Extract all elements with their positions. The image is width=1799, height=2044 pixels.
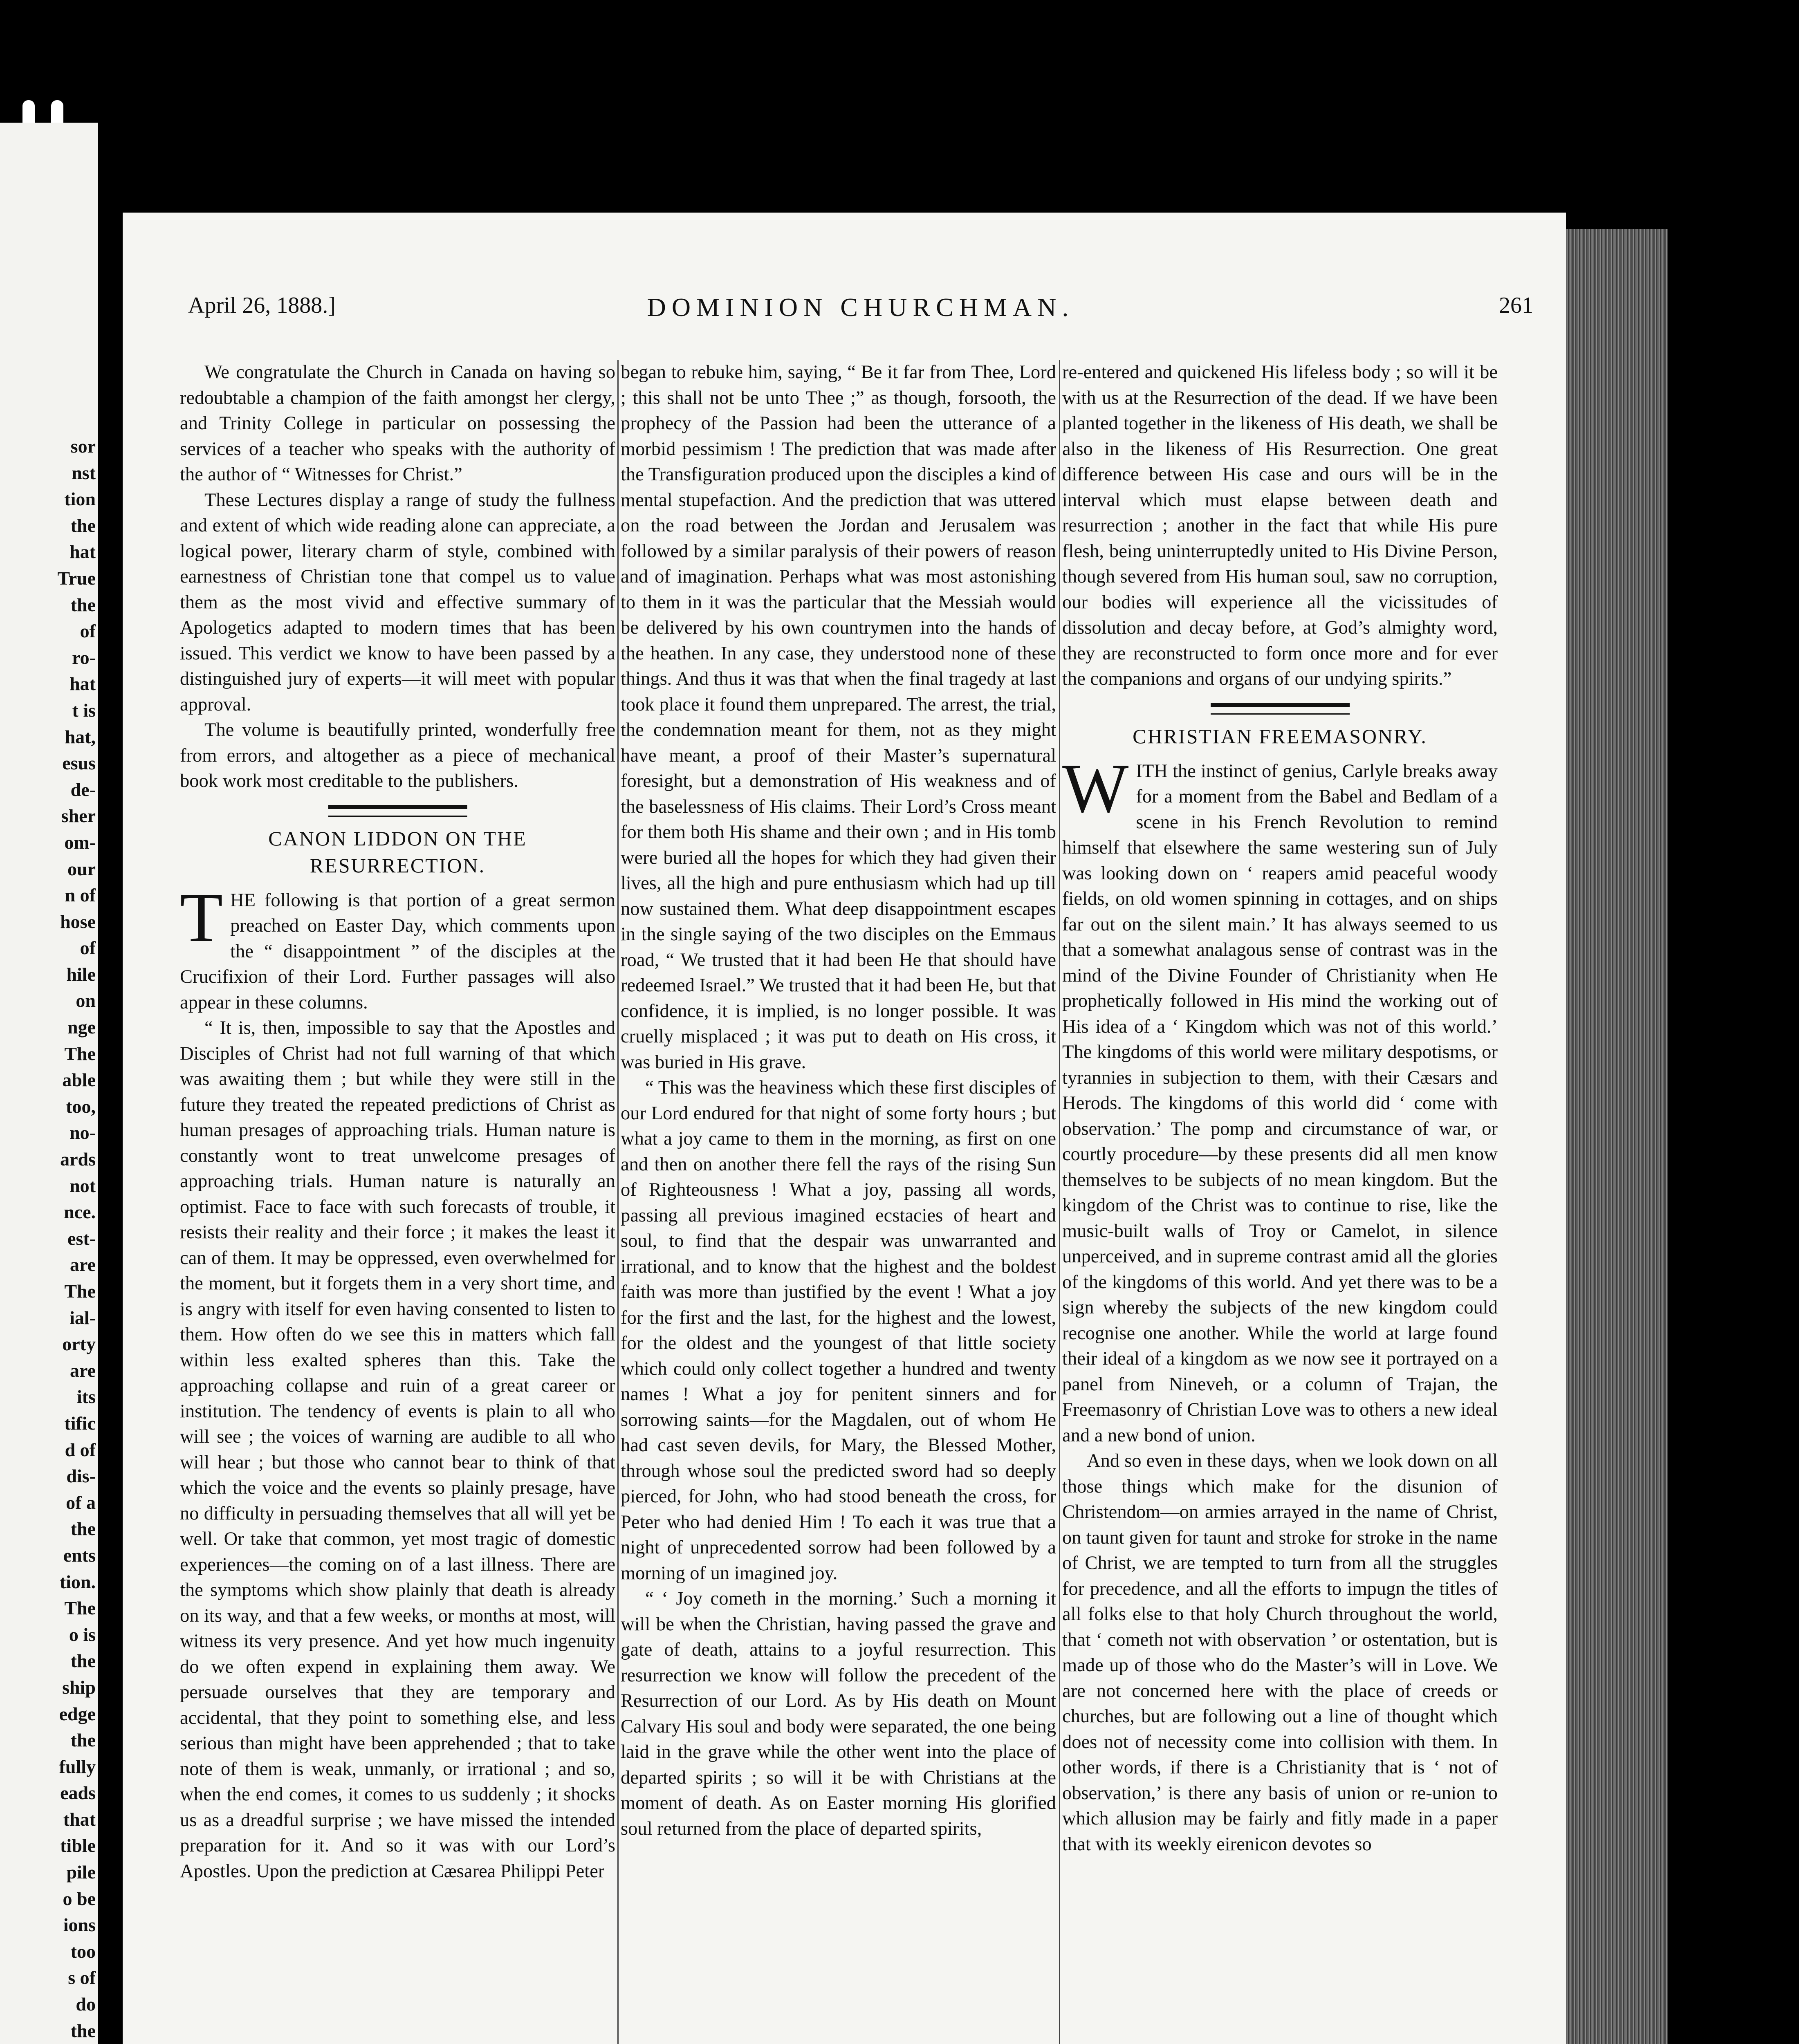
left-page-fragment: The <box>64 1281 96 1302</box>
left-page-fragment: tion. <box>59 1571 96 1592</box>
left-page-fragment: that <box>63 1809 96 1830</box>
left-page-fragment: the <box>70 594 96 615</box>
article-title-liddon: CANON LIDDON ON THE RESURRECTION. <box>268 827 527 877</box>
left-page-fragment: n of <box>65 885 96 906</box>
article-title-freemasonry: CHRISTIAN FREEMASONRY. <box>1133 724 1427 748</box>
left-page-fragment: hile <box>66 964 96 985</box>
page-edges <box>1566 229 1668 2044</box>
left-page-fragment: de- <box>70 779 96 800</box>
left-page-fragment: esus <box>62 753 96 774</box>
paragraph: These Lectures display a range of study the fullness and extent of which wide reading alone can appreciate, a logical power, literary charm of style, combined with earnestness of Christian tone that compel us to value them as the most vivid and effective summary of Apologetics adapted to modern times that has been issued. This verdict we know to have been passed by a distinguished jury of experts—it will meet with popular approval. <box>180 489 615 715</box>
left-page-fragment: are <box>70 1360 96 1381</box>
left-page-fragment: dis- <box>66 1466 96 1487</box>
left-page-fragment: do <box>76 1994 96 2015</box>
left-page-fragment: ship <box>62 1676 96 1698</box>
left-page-fragment: tific <box>64 1412 96 1434</box>
paragraph: “ It is, then, impossible to say that the Apostles and Disciples of Christ had not full warning of that which was awaiting them ; but while they were still in the future they treated the repeated predictions of Christ as human presages of approaching trials. Human nature is constantly wont to treat unwelcome presages of approaching trials. Human nature is naturally an optimist. Face to face with such forecasts of trouble, it resists their reality and their force ; it makes the least it can of them. It may be oppressed, even overwhelmed for the moment, but it forgets them in a very short time, and is angry with itself for even having consented to listen to them. How often do we see this in matters which fall within less exalted spheres than this. Take the approaching collapse and ruin of a great career or institution. The tendency of events is plain to all who will see ; the voices of warning are audible to all who will hear ; but those who cannot bear to think of that which the voice and the events so plainly presage, have no difficulty in persuading themselves that all will yet be well. Or take that common, yet most tragic of domestic experiences—the coming on of a last illness. There are the symptoms which show plainly that death is already on its way, and that a few weeks, or months at most, will witness its very presence. And yet how much ingenuity do we often expend in explaining them away. We persuade ourselves that they are temporary and accidental, that they point to something else, and less serious than might have been apprehended ; that to take note of them is weak, unmanly, or irrational ; and so, when the end comes, it comes to us suddenly ; it shocks us as a dreadful surprise ; we have missed the intended preparation for it. And so it was with our Lord’s Apostles. Upon the prediction at Cæsarea Philippi Peter <box>180 1018 615 1882</box>
left-page-fragment: sher <box>61 805 96 827</box>
left-page-fragment: of a <box>66 1492 96 1513</box>
left-page-fragment: o is <box>69 1624 96 1645</box>
article-lead <box>180 879 615 1016</box>
masthead-title: DOMINION CHURCHMAN. <box>647 293 1074 322</box>
lead-text: HE following is that portion of a great sermon preached on Easter Day, which comments upon the “ disappointment ” of the disciples at the Crucifixion of their Lord. Further passages will also appear in these columns. <box>180 890 615 1013</box>
left-page-fragment: ards <box>60 1149 96 1170</box>
left-page-fragment: hat <box>70 673 96 695</box>
left-page-fragment: The <box>64 1598 96 1619</box>
paragraph: “ ‘ Joy cometh in the morning.’ Such a morning it will be when the Christian, having passed the grave and gate of death, attains to a joyful resurrection. This resurrection we know will follow the precedent of the Resurrection of our Lord. As by His death on Mount Calvary His soul and body were separated, the one being laid in the grave while the other went into the place of departed spirits ; so will it be with Christians at the moment of death. As on Easter morning His glorified soul returned from the place of departed spirits, <box>621 1588 1056 1839</box>
left-page-fragment: ents <box>63 1544 96 1566</box>
left-page-fragment: of <box>80 621 96 642</box>
left-page-fragment: edge <box>59 1703 96 1724</box>
paragraph: re-entered and quickened His lifeless body ; so will it be with us at the Resurrection of the dead. If we have been planted together in the likeness of His death, we shall be also in the likeness of His Resurrection. One great difference between His case and ours will be in the interval which must elapse between death and resurrection ; another in the fact that while His pure flesh, being uninterruptedly united to His Divine Person, though severed from His human soul, saw no corruption, our bodies will experience all the vicissitudes of dissolution and decay before, at God’s almighty word, they are reconstructed to form once more and for ever the companions and organs of our undying spirits.” <box>1062 362 1498 689</box>
paragraph: The volume is beautifully printed, wonderfully free from errors, and altogether as a piece of mechanical book work most creditable to the publishers. <box>180 719 615 791</box>
section-divider <box>1211 703 1350 715</box>
left-page-fragment: the <box>70 2020 96 2041</box>
left-page-fragment: the <box>70 1730 96 1751</box>
left-page-fragment: orty <box>62 1334 96 1355</box>
section-divider <box>328 805 467 817</box>
issue-date: April 26, 1888.] <box>188 293 336 318</box>
left-page-fragment: nge <box>67 1017 96 1038</box>
paragraph: We congratulate the Church in Canada on having so redoubtable a champion of the faith amongst her clergy, and Trinity College in particular on possessing the services of a teacher who speaks with the authority of the author of “ Witnesses for Christ.” <box>180 362 615 485</box>
lead-text: ITH the instinct of genius, Carlyle breaks away for a moment from the Babel and Bedlam of a scene in his French Revolution to remind himself that elsewhere the same westering sun of July was looking down on ‘ reapers amid peaceful woody fields, on old women spinning in cottages, and on ships far out on the silent main.’ It has always seemed to us that a somewhat analagous sense of contrast was in the mind of the Divine Founder of Christianity when He prophetically followed in His mind the working out of His idea of a ‘ Kingdom which was not of this world.’ The kingdoms of this world were military despotisms, or tyrannies in subjection to them, with their Cæsars and Herods. The kingdoms of this world did ‘ come with observation.’ The pomp and circumstance of war, or courtly procedure—by these presents did all men know themselves to be subjects of no mean kingdom. But the kingdom of the Christ was to continue to rise, like the music-built walls of Troy or Camelot, in silence unperceived, and in supreme contrast amid all the glories of the kingdoms of this world. And yet there was to be a sign whereby the subjects of the new kingdom could recognise one another. While the world at large found their ideal of a kingdom as we now see it portrayed on a panel from Nineveh, or a column of Trajan, the Freemasonry of Christian Love was to others a new ideal and a new bond of union. <box>1062 760 1498 1446</box>
left-page-sliver <box>0 123 98 2044</box>
left-page-fragment: on <box>76 990 96 1011</box>
paragraph: “ This was the heaviness which these first disciples of our Lord endured for that night of some forty hours ; but what a joy came to them in the morning, as first on one and then on another there fell the rays of the rising Sun of Righteousness ! What a joy, passing all words, passing all previous imagined ecstacies of heart and soul, to find that the despair was unwarranted and irrational, and to know that the highest and the boldest faith was more than justified by the event ! What a joy for the first and the last, for the highest and the lowest, for the oldest and the youngest of that little society which could only collect together a hundred and twenty names ! What a joy for penitent sinners and for sorrowing saints—for the Magdalen, out of whom He had cast seven devils, for Mary, the Blessed Mother, through whose soul the predicted sword had so deeply pierced, for John, who had stood beneath the cross, for Peter who had denied Him ! To each it was true that a night of unprecedented sorrow had been followed by a morning of un imagined joy. <box>621 1077 1056 1584</box>
left-page-fragment: are <box>70 1254 96 1275</box>
left-page-fragment: not <box>70 1175 96 1196</box>
newspaper-page <box>123 213 1566 2044</box>
left-page-fragment: eads <box>60 1782 96 1804</box>
left-page-fragment: pile <box>66 1862 96 1883</box>
left-page-fragment: able <box>62 1069 96 1091</box>
left-page-fragment: its <box>77 1386 96 1407</box>
left-page-fragment: too, <box>66 1096 96 1117</box>
left-page-fragment: the <box>70 1518 96 1540</box>
left-page-fragment: ions <box>63 1914 96 1936</box>
left-page-fragment: nst <box>72 462 96 483</box>
column-rule <box>617 360 619 2044</box>
left-page-fragment: the <box>70 515 96 536</box>
column-1 <box>180 360 615 1884</box>
page-number: 261 <box>1499 293 1533 318</box>
left-page-fragment: tion <box>64 489 96 510</box>
left-page-fragment: om- <box>64 831 96 853</box>
left-page-fragment: too <box>70 1941 96 1962</box>
left-page-fragment: True <box>57 567 96 589</box>
column-3 <box>1062 360 1498 1857</box>
left-page-fragment: no- <box>70 1122 96 1143</box>
left-page-fragment: nce. <box>64 1201 96 1223</box>
column-rule <box>1059 360 1060 2044</box>
paragraph: began to rebuke him, saying, “ Be it far from Thee, Lord ; this shall not be unto Thee ;” as though, forsooth, the prophecy of the Passion had been the utterance of a morbid pessimism ! The prediction that was made after the Transfiguration produced upon the disciples a kind of mental stupefaction. And the prediction that was uttered on the road between the Jordan and Jerusalem was followed by a similar paralysis of their powers of reason and of imagination. Perhaps what was most astonishing to them in it was the particular that the Messiah would be delivered by his own countrymen into the hands of the heathen. In any case, they understood none of these things. And thus it was that when the final tragedy at last took place it found them unprepared. The arrest, the trial, the condemnation meant for them, not as they might have meant, a proof of their Master’s supernatural foresight, but a demonstration of His weakness and of the baselessness of His claims. Their Lord’s Cross meant for them both His shame and their own ; and in His tomb were buried all the hopes for which they had given their lives, all the high and pure enthusiasm which had up till now sustained them. What deep disappointment escapes in the single saying of the two disciples on the Emmaus road, “ We trusted that it had been He that should have redeemed Israel.” We trusted that it had been He, but that confidence, it is implied, is no longer possible. It was cruelly misplaced ; it was put to death on His cross, it was buried in His grave. <box>621 362 1056 1073</box>
left-page-fragment: o be <box>63 1888 96 1909</box>
drop-cap: W <box>1062 749 1129 827</box>
left-page-fragment: our <box>67 858 96 879</box>
left-page-fragment: ial- <box>70 1307 96 1328</box>
page-header <box>188 292 1533 329</box>
left-page-fragment: t is <box>72 699 96 721</box>
left-page-fragment: hat <box>70 541 96 563</box>
article-lead <box>1062 749 1498 1449</box>
left-page-fragment: ro- <box>72 647 96 668</box>
left-page-fragment: sor <box>70 436 96 457</box>
left-page-fragment: s of <box>68 1967 96 1988</box>
left-page-fragment: hat, <box>65 726 96 747</box>
left-page-fragment: tible <box>60 1835 96 1856</box>
left-page-fragment: hose <box>60 911 96 932</box>
left-page-fragment: of <box>80 937 96 959</box>
left-page-fragment: est- <box>67 1228 96 1249</box>
left-page-fragments <box>14 433 96 2044</box>
paragraph: And so even in these days, when we look down on all those things which make for the disunion of Christendom—on armies arrayed in the name of Christ, on taunt given for taunt and stroke for stroke in the name of Christ, we are tempted to turn from all the struggles for precedence, and all the efforts to impugn the titles of all folks else to that holy Church throughout the world, that ‘ cometh not with observation ’ or ostentation, but is made up of those who do the Master’s will in Love. We are not concerned here with the place of creeds or churches, but are following out a line of thought which does not of necessity come into collision with them. In other words, if there is a Christianity that is ‘ not of observation,’ is there any basis of union or re-union to which allusion may be fairly and fitly made in a paper that with its weekly eirenicon devotes so <box>1062 1450 1498 1855</box>
column-2 <box>621 360 1056 1842</box>
left-page-fragment: fully <box>59 1756 96 1777</box>
left-page-fragment: d of <box>65 1439 96 1460</box>
left-page-fragment: The <box>64 1043 96 1064</box>
drop-cap: T <box>180 879 223 957</box>
left-page-fragment: the <box>70 1650 96 1672</box>
